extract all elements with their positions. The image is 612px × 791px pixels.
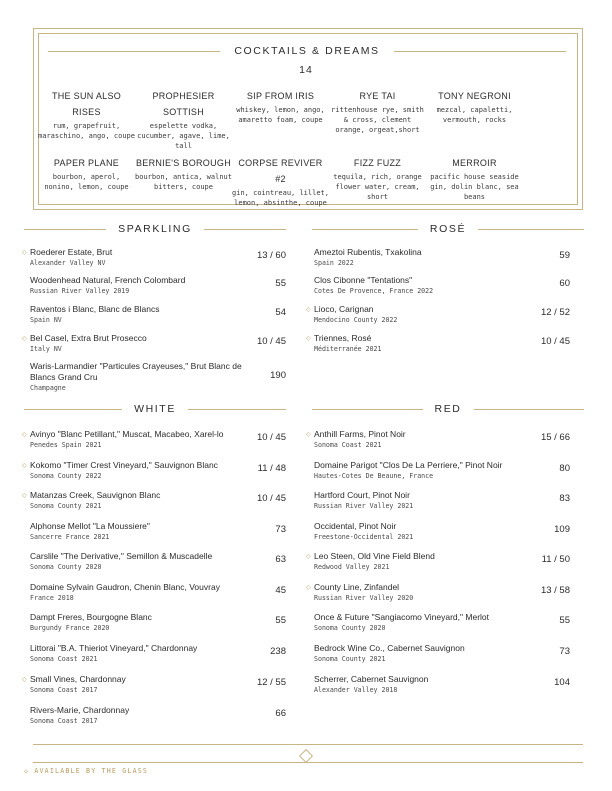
header-rule (478, 229, 584, 230)
wine-name: Raventos i Blanc, Blanc de Blancs (30, 304, 160, 314)
wine-name: Bedrock Wine Co., Cabernet Sauvignon (314, 643, 465, 653)
wine-price: 12 / 55 (256, 677, 286, 688)
wine-price: 80 (559, 463, 570, 474)
header-rule (188, 409, 286, 410)
cocktail-name: CORPSE REVIVER #2 (238, 158, 323, 184)
red-title: RED (434, 403, 462, 415)
wine-region: Hautes-Cotes De Beaune, France (314, 472, 434, 480)
wine-price: 10 / 45 (256, 493, 286, 504)
cocktail-item (426, 155, 523, 202)
wine-item (30, 275, 286, 296)
wine-price: 10 / 45 (256, 432, 286, 443)
wine-price: 55 (275, 278, 286, 289)
wine-region: Burgundy France 2020 (30, 624, 110, 632)
wine-item (306, 304, 570, 325)
by-the-glass-icon: ◇ (306, 336, 311, 342)
wine-name: Once & Future "Sangiacomo Vineyard," Merlot (314, 612, 490, 622)
wine-price: 59 (559, 250, 570, 261)
cocktail-ingredients: pacific house seaside gin, dolin blanc, sea beans (430, 173, 519, 201)
wine-item (314, 247, 570, 268)
wine-name: Clos Cibonne "Tentations" (314, 275, 413, 285)
wine-region: Sonoma Coast 2017 (30, 717, 98, 725)
wine-name: Domaine Parigot "Clos De La Perriere," Pinot Noir (314, 460, 503, 470)
wine-region: Redwood Valley 2021 (314, 563, 390, 571)
wine-price: 45 (275, 585, 286, 596)
wine-item (22, 490, 286, 511)
cocktail-item (329, 155, 426, 202)
wine-name: Leo Steen, Old Vine Field Blend (314, 551, 435, 561)
wine-item (22, 674, 286, 695)
wine-name: Lioco, Carignan (314, 304, 374, 314)
cocktail-item (232, 88, 329, 125)
wine-item (314, 490, 570, 511)
wine-item (30, 643, 286, 664)
cocktail-ingredients: bourbon, antica, walnut bitters, coupe (135, 173, 232, 191)
wine-region: Freestone-Occidental 2021 (314, 533, 414, 541)
wine-price: 60 (559, 278, 570, 289)
wine-price: 73 (275, 524, 286, 535)
wine-price: 15 / 66 (540, 432, 570, 443)
wine-region: Sonoma Coast 2021 (314, 441, 382, 449)
white-header (24, 402, 286, 416)
wine-item (30, 582, 286, 603)
wine-item (22, 247, 286, 268)
wine-item (314, 521, 570, 542)
header-rule (474, 409, 585, 410)
rose-header (312, 222, 584, 236)
wine-region: Alexander Valley NV (30, 259, 106, 267)
wine-item (30, 705, 286, 726)
wine-price: 55 (559, 615, 570, 626)
wine-name: Triennes, Rosé (314, 333, 372, 343)
wine-price: 12 / 52 (540, 307, 570, 318)
by-the-glass-icon: ◇ (22, 432, 27, 438)
wine-name: Small Vines, Chardonnay (30, 674, 126, 684)
sparkling-header (24, 222, 286, 236)
wine-name: Hartford Court, Pinot Noir (314, 490, 410, 500)
wine-region: Italy NV (30, 345, 62, 353)
cocktail-ingredients: rum, grapefruit, maraschino, ango, coupe (38, 122, 135, 140)
footer-rule (33, 744, 583, 745)
wine-region: Russian River Valley 2020 (314, 594, 414, 602)
wine-region: Sancerre France 2021 (30, 533, 110, 541)
wine-region: Spain NV (30, 316, 62, 324)
cocktail-section-title: COCKTAILS & DREAMS (234, 45, 380, 57)
by-the-glass-icon: ◇ (22, 336, 27, 342)
cocktail-ingredients: whiskey, lemon, ango, amaretto foam, coupe (236, 106, 325, 124)
cocktail-name: THE SUN ALSO RISES (51, 91, 122, 117)
wine-item (22, 429, 286, 450)
by-the-glass-icon: ◇ (306, 432, 311, 438)
wine-name: Carslile "The Derivative," Semillon & Muscadelle (30, 551, 213, 561)
cocktail-name: PAPER PLANE (53, 158, 120, 168)
sparkling-title: SPARKLING (118, 223, 192, 235)
cocktail-name: FIZZ FUZZ (353, 158, 402, 168)
glass-marker-icon: ◇ (24, 767, 30, 775)
wine-region: Sonoma Coast 2021 (30, 655, 98, 663)
cocktail-name: PROPHESIER SOTTISH (152, 91, 215, 117)
header-rule (312, 409, 423, 410)
wine-region: Mendocino County 2022 (314, 316, 398, 324)
wine-item (30, 304, 286, 325)
diamond-ornament (299, 749, 313, 763)
wine-price: 10 / 45 (256, 336, 286, 347)
cocktail-item (38, 88, 135, 141)
cocktail-item (135, 155, 232, 192)
cocktail-name: BERNIE'S BOROUGH (135, 158, 232, 168)
footer-rule (33, 762, 583, 763)
wine-price: 13 / 60 (256, 250, 286, 261)
wine-price: 190 (270, 370, 286, 381)
rose-title: ROSÉ (429, 223, 467, 235)
wine-name: County Line, Zinfandel (314, 582, 400, 592)
wine-name: Ameztoi Rubentis, Txakolina (314, 247, 422, 257)
wine-item (306, 429, 570, 450)
wine-price: 63 (275, 554, 286, 565)
wine-price: 10 / 45 (540, 336, 570, 347)
header-rule (48, 51, 220, 52)
wine-region: Méditerranée 2021 (314, 345, 382, 353)
wine-item (314, 275, 570, 296)
wine-price: 13 / 58 (540, 585, 570, 596)
cocktail-ingredients: rittenhouse rye, smith & cross, clement orange, orgeat,short (331, 106, 424, 134)
wine-price: 83 (559, 493, 570, 504)
by-the-glass-icon: ◇ (22, 677, 27, 683)
wine-name: Anthill Farms, Pinot Noir (314, 429, 406, 439)
wine-name: Woodenhead Natural, French Colombard (30, 275, 186, 285)
red-header (312, 402, 584, 416)
header-rule (312, 229, 418, 230)
wine-price: 11 / 48 (257, 463, 286, 474)
cocktail-item (38, 155, 135, 192)
wine-name: Littorai "B.A. Thieriot Vineyard," Chardonnay (30, 643, 198, 653)
wine-region: Cotes De Provence, France 2022 (314, 287, 434, 295)
wine-name: Domaine Sylvain Gaudron, Chenin Blanc, Vouvray (30, 582, 220, 592)
wine-region: Sonoma County 2022 (30, 472, 102, 480)
wine-region: Penedes Spain 2021 (30, 441, 102, 449)
cocktail-item (329, 88, 426, 135)
wine-name: Waris-Larmandier "Particules Crayeuses," Brut Blanc de Blancs Grand Cru (30, 361, 242, 382)
wine-region: Sonoma County 2021 (314, 655, 386, 663)
wine-item (30, 521, 286, 542)
cocktail-header (48, 43, 566, 59)
wine-name: Scherrer, Cabernet Sauvignon (314, 674, 429, 684)
cocktail-name: SIP FROM IRIS (246, 91, 315, 101)
cocktail-ingredients: gin, cointreau, lillet, lemon, absinthe, coupe (232, 189, 329, 207)
wine-item (306, 333, 570, 354)
cocktail-item (426, 88, 523, 125)
by-the-glass-icon: ◇ (306, 585, 311, 591)
by-the-glass-icon: ◇ (22, 493, 27, 499)
cocktail-ingredients: espelette vodka, cucumber, agave, lime, tall (137, 122, 230, 150)
cocktail-name: TONY NEGRONI (438, 91, 511, 101)
wine-name: Matanzas Creek, Sauvignon Blanc (30, 490, 161, 500)
wine-item (306, 582, 570, 603)
wine-name: Occidental, Pinot Noir (314, 521, 397, 531)
by-the-glass-icon: ◇ (22, 250, 27, 256)
wine-name: Rivers-Marie, Chardonnay (30, 705, 130, 715)
header-rule (24, 409, 122, 410)
wine-region: Sonoma County 2020 (30, 563, 102, 571)
header-rule (24, 229, 106, 230)
wine-region: Sonoma County 2020 (314, 624, 386, 632)
wine-item (30, 612, 286, 633)
wine-name: Bel Casel, Extra Brut Prosecco (30, 333, 147, 343)
cocktail-item (232, 155, 329, 208)
wine-name: Alphonse Mellot "La Moussiere" (30, 521, 150, 531)
cocktail-name: MERROIR (452, 158, 497, 168)
by-the-glass-icon: ◇ (306, 554, 311, 560)
wine-region: Sonoma County 2021 (30, 502, 102, 510)
wine-price: 238 (270, 646, 286, 657)
cocktail-name: RYE TAI (359, 91, 396, 101)
wine-name: Kokomo "Timer Crest Vineyard," Sauvignon Blanc (30, 460, 218, 470)
by-the-glass-icon: ◇ (22, 463, 27, 469)
by-the-glass-icon: ◇ (306, 307, 311, 313)
wine-region: Alexander Valley 2018 (314, 686, 398, 694)
wine-item (30, 551, 286, 572)
wine-item (22, 333, 286, 354)
wine-price: 73 (559, 646, 570, 657)
wine-item (314, 643, 570, 664)
wine-region: Sonoma Coast 2017 (30, 686, 98, 694)
wine-name: Roederer Estate, Brut (30, 247, 113, 257)
wine-region: Spain 2022 (314, 259, 354, 267)
wine-item (314, 674, 570, 695)
wine-price: 11 / 50 (541, 554, 570, 565)
wine-price: 104 (554, 677, 570, 688)
wine-item (314, 612, 570, 633)
by-the-glass-note (24, 767, 148, 775)
wine-item (306, 551, 570, 572)
cocktail-ingredients: tequila, rich, orange flower water, cream, short (333, 173, 422, 201)
cocktail-price: 14 (299, 64, 313, 76)
wine-name: Avinyo "Blanc Petillant," Muscat, Macabeo, Xarel-lo (30, 429, 224, 439)
wine-item (30, 361, 286, 393)
wine-region: France 2018 (30, 594, 74, 602)
wine-region: Russian River Valley 2019 (30, 287, 130, 295)
wine-region: Russian River Valley 2021 (314, 502, 414, 510)
white-title: WHITE (134, 403, 176, 415)
wine-price: 66 (275, 708, 286, 719)
wine-name: Dampt Freres, Bourgogne Blanc (30, 612, 152, 622)
wine-price: 54 (275, 307, 286, 318)
wine-item (22, 460, 286, 481)
header-rule (204, 229, 286, 230)
wine-price: 55 (275, 615, 286, 626)
wine-region: Champagne (30, 384, 66, 392)
header-rule (394, 51, 566, 52)
cocktail-ingredients: mezcal, capaletti, vermouth, rocks (436, 106, 513, 124)
cocktail-ingredients: bourbon, aperol, nonino, lemon, coupe (44, 173, 129, 191)
cocktail-item (135, 88, 232, 151)
by-the-glass-text: AVAILABLE BY THE GLASS (34, 767, 149, 775)
wine-item (314, 460, 570, 481)
wine-price: 109 (554, 524, 570, 535)
